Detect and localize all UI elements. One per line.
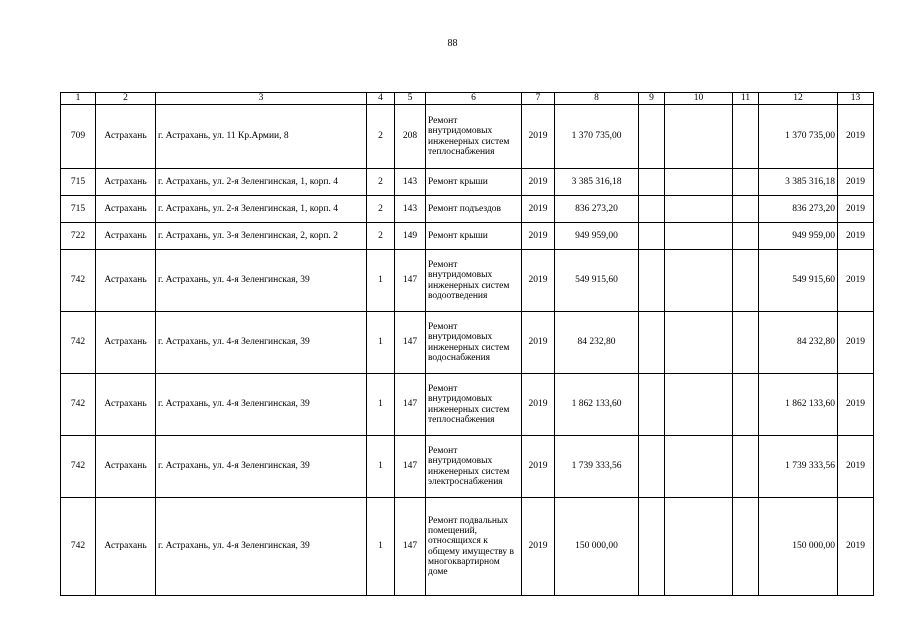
cell-address: г. Астрахань, ул. 2-я Зеленгинская, 1, корп. 4 <box>156 169 367 196</box>
cell-cost: 1 739 333,56 <box>555 436 639 498</box>
cell-cost: 949 959,00 <box>555 223 639 250</box>
column-number-row <box>61 93 874 105</box>
table-row <box>61 374 874 436</box>
cell-year: 2019 <box>522 196 555 223</box>
table-row <box>61 312 874 374</box>
column-header-2: 2 <box>96 93 156 105</box>
repair-schedule-table <box>60 92 874 596</box>
cell-col11 <box>733 169 759 196</box>
cell-col10 <box>665 436 733 498</box>
cell-work-type: Ремонт внутридомовых инженерных систем водоснабжения <box>426 312 522 374</box>
table-row <box>61 250 874 312</box>
cell-year: 2019 <box>522 105 555 169</box>
cell-year-end: 2019 <box>838 196 874 223</box>
cell-year-end: 2019 <box>838 374 874 436</box>
cell-col11 <box>733 374 759 436</box>
column-header-11: 11 <box>733 93 759 105</box>
cell-col9 <box>639 374 665 436</box>
cell-col10 <box>665 250 733 312</box>
cell-col4: 2 <box>367 105 395 169</box>
cell-col10 <box>665 105 733 169</box>
cell-col10 <box>665 169 733 196</box>
cell-cost: 836 273,20 <box>555 196 639 223</box>
cell-col4: 1 <box>367 250 395 312</box>
cell-col9 <box>639 169 665 196</box>
cell-municipality: Астрахань <box>96 436 156 498</box>
cell-col9 <box>639 498 665 596</box>
cell-cost-total: 836 273,20 <box>759 196 838 223</box>
column-header-3: 3 <box>156 93 367 105</box>
cell-year-end: 2019 <box>838 250 874 312</box>
table-row <box>61 169 874 196</box>
cell-number: 742 <box>61 498 96 596</box>
cell-address: г. Астрахань, ул. 4-я Зеленгинская, 39 <box>156 436 367 498</box>
cell-address: г. Астрахань, ул. 4-я Зеленгинская, 39 <box>156 498 367 596</box>
cell-col4: 2 <box>367 223 395 250</box>
cell-cost: 1 862 133,60 <box>555 374 639 436</box>
page-number: 88 <box>447 38 458 49</box>
cell-municipality: Астрахань <box>96 374 156 436</box>
cell-address: г. Астрахань, ул. 4-я Зеленгинская, 39 <box>156 374 367 436</box>
cell-col9 <box>639 250 665 312</box>
cell-col10 <box>665 223 733 250</box>
cell-address: г. Астрахань, ул. 3-я Зеленгинская, 2, корп. 2 <box>156 223 367 250</box>
column-header-8: 8 <box>555 93 639 105</box>
cell-col5: 147 <box>395 498 426 596</box>
cell-number: 742 <box>61 312 96 374</box>
cell-col11 <box>733 312 759 374</box>
cell-col10 <box>665 312 733 374</box>
cell-number: 709 <box>61 105 96 169</box>
cell-col11 <box>733 436 759 498</box>
cell-col5: 147 <box>395 250 426 312</box>
cell-col9 <box>639 436 665 498</box>
table-row <box>61 196 874 223</box>
cell-address: г. Астрахань, ул. 11 Кр.Армии, 8 <box>156 105 367 169</box>
cell-col5: 143 <box>395 169 426 196</box>
cell-col11 <box>733 105 759 169</box>
column-header-7: 7 <box>522 93 555 105</box>
cell-cost-total: 1 370 735,00 <box>759 105 838 169</box>
cell-work-type: Ремонт крыши <box>426 223 522 250</box>
cell-cost-total: 84 232,80 <box>759 312 838 374</box>
cell-year-end: 2019 <box>838 312 874 374</box>
cell-cost: 549 915,60 <box>555 250 639 312</box>
column-header-12: 12 <box>759 93 838 105</box>
cell-work-type: Ремонт крыши <box>426 169 522 196</box>
cell-col5: 149 <box>395 223 426 250</box>
cell-number: 715 <box>61 169 96 196</box>
cell-year-end: 2019 <box>838 498 874 596</box>
column-header-6: 6 <box>426 93 522 105</box>
cell-col5: 147 <box>395 312 426 374</box>
column-header-9: 9 <box>639 93 665 105</box>
cell-col11 <box>733 498 759 596</box>
cell-col5: 208 <box>395 105 426 169</box>
cell-year: 2019 <box>522 223 555 250</box>
cell-col9 <box>639 223 665 250</box>
cell-col4: 1 <box>367 436 395 498</box>
cell-cost-total: 549 915,60 <box>759 250 838 312</box>
cell-col9 <box>639 312 665 374</box>
cell-municipality: Астрахань <box>96 250 156 312</box>
cell-year: 2019 <box>522 374 555 436</box>
column-header-4: 4 <box>367 93 395 105</box>
table-row <box>61 498 874 596</box>
cell-cost: 150 000,00 <box>555 498 639 596</box>
table-row <box>61 436 874 498</box>
cell-work-type: Ремонт внутридомовых инженерных систем теплоснабжения <box>426 374 522 436</box>
cell-work-type: Ремонт внутридомовых инженерных систем водоотведения <box>426 250 522 312</box>
cell-work-type: Ремонт внутридомовых инженерных систем электроснабжения <box>426 436 522 498</box>
cell-year: 2019 <box>522 250 555 312</box>
cell-year-end: 2019 <box>838 105 874 169</box>
cell-address: г. Астрахань, ул. 4-я Зеленгинская, 39 <box>156 312 367 374</box>
cell-cost-total: 150 000,00 <box>759 498 838 596</box>
cell-col5: 147 <box>395 436 426 498</box>
cell-cost: 84 232,80 <box>555 312 639 374</box>
cell-number: 722 <box>61 223 96 250</box>
cell-cost-total: 1 739 333,56 <box>759 436 838 498</box>
cell-year-end: 2019 <box>838 169 874 196</box>
cell-year: 2019 <box>522 498 555 596</box>
cell-cost-total: 949 959,00 <box>759 223 838 250</box>
cell-work-type: Ремонт внутридомовых инженерных систем теплоснабжения <box>426 105 522 169</box>
cell-number: 742 <box>61 374 96 436</box>
cell-number: 742 <box>61 250 96 312</box>
cell-col10 <box>665 374 733 436</box>
cell-address: г. Астрахань, ул. 2-я Зеленгинская, 1, корп. 4 <box>156 196 367 223</box>
column-header-5: 5 <box>395 93 426 105</box>
column-header-1: 1 <box>61 93 96 105</box>
cell-municipality: Астрахань <box>96 312 156 374</box>
cell-col9 <box>639 105 665 169</box>
cell-col9 <box>639 196 665 223</box>
cell-cost-total: 1 862 133,60 <box>759 374 838 436</box>
cell-municipality: Астрахань <box>96 169 156 196</box>
table-body <box>61 105 874 596</box>
cell-col11 <box>733 196 759 223</box>
cell-col10 <box>665 196 733 223</box>
cell-col4: 1 <box>367 312 395 374</box>
cell-year: 2019 <box>522 169 555 196</box>
cell-address: г. Астрахань, ул. 4-я Зеленгинская, 39 <box>156 250 367 312</box>
table-header <box>61 93 874 105</box>
cell-col4: 1 <box>367 374 395 436</box>
column-header-10: 10 <box>665 93 733 105</box>
cell-municipality: Астрахань <box>96 105 156 169</box>
cell-cost: 1 370 735,00 <box>555 105 639 169</box>
cell-municipality: Астрахань <box>96 196 156 223</box>
cell-work-type: Ремонт подвальных помещений, относящихся к общему имуществу в многоквартирном доме <box>426 498 522 596</box>
cell-col5: 147 <box>395 374 426 436</box>
cell-cost-total: 3 385 316,18 <box>759 169 838 196</box>
cell-year-end: 2019 <box>838 223 874 250</box>
cell-work-type: Ремонт подъездов <box>426 196 522 223</box>
cell-year: 2019 <box>522 312 555 374</box>
cell-municipality: Астрахань <box>96 498 156 596</box>
cell-col11 <box>733 223 759 250</box>
cell-municipality: Астрахань <box>96 223 156 250</box>
table-row <box>61 223 874 250</box>
cell-col4: 2 <box>367 196 395 223</box>
cell-year-end: 2019 <box>838 436 874 498</box>
cell-year: 2019 <box>522 436 555 498</box>
cell-cost: 3 385 316,18 <box>555 169 639 196</box>
column-header-13: 13 <box>838 93 874 105</box>
cell-col11 <box>733 250 759 312</box>
cell-col4: 2 <box>367 169 395 196</box>
cell-number: 742 <box>61 436 96 498</box>
cell-col10 <box>665 498 733 596</box>
cell-col4: 1 <box>367 498 395 596</box>
table-row <box>61 105 874 169</box>
cell-number: 715 <box>61 196 96 223</box>
cell-col5: 143 <box>395 196 426 223</box>
